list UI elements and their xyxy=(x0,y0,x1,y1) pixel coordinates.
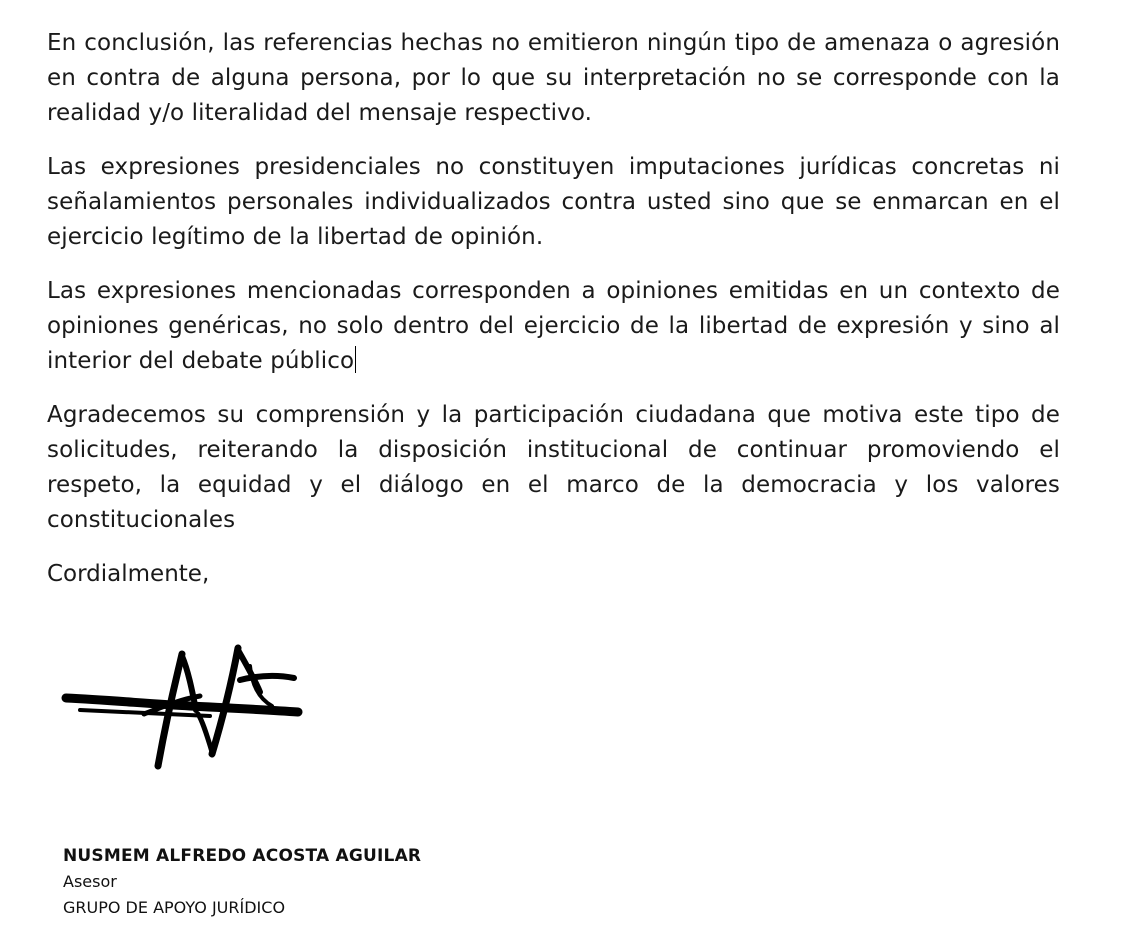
paragraph-presidential-expressions: Las expresiones presidenciales no constituyen imputaciones jurídicas concretas ni señalamientos personales individualizados contra usted sino que se enmarcan en el ejercicio legítimo de la libertad de opinión. xyxy=(47,154,1060,250)
signer-role: Asesor xyxy=(63,872,117,891)
paragraph-opinions xyxy=(47,274,1060,379)
handwritten-signature xyxy=(60,640,310,780)
signer-name: NUSMEM ALFREDO ACOSTA AGUILAR xyxy=(63,846,422,866)
paragraph-gratitude: Agradecemos su comprensión y la participación ciudadana que motiva este tipo de solicitudes, reiterando la disposición institucional de continuar promoviendo el respeto, la equidad y el diálogo en el marco de la democracia y los valores constitucionales xyxy=(47,402,1060,533)
paragraph-conclusion: En conclusión, las referencias hechas no emitieron ningún tipo de amenaza o agresión en contra de alguna persona, por lo que su interpretación no se corresponde con la realidad y/o literalidad del mensaje respectivo. xyxy=(47,30,1060,126)
paragraph-opinions-text: Las expresiones mencionadas corresponden a opiniones emitidas en un contexto de opiniones genéricas, no solo dentro del ejercicio de la libertad de expresión y sino al interior del debate público xyxy=(47,278,1060,374)
text-cursor xyxy=(355,346,356,373)
signer-department: GRUPO DE APOYO JURÍDICO xyxy=(63,898,286,917)
signature-block xyxy=(63,843,421,921)
closing-salutation: Cordialmente, xyxy=(47,561,210,587)
letter-body xyxy=(47,26,1060,592)
